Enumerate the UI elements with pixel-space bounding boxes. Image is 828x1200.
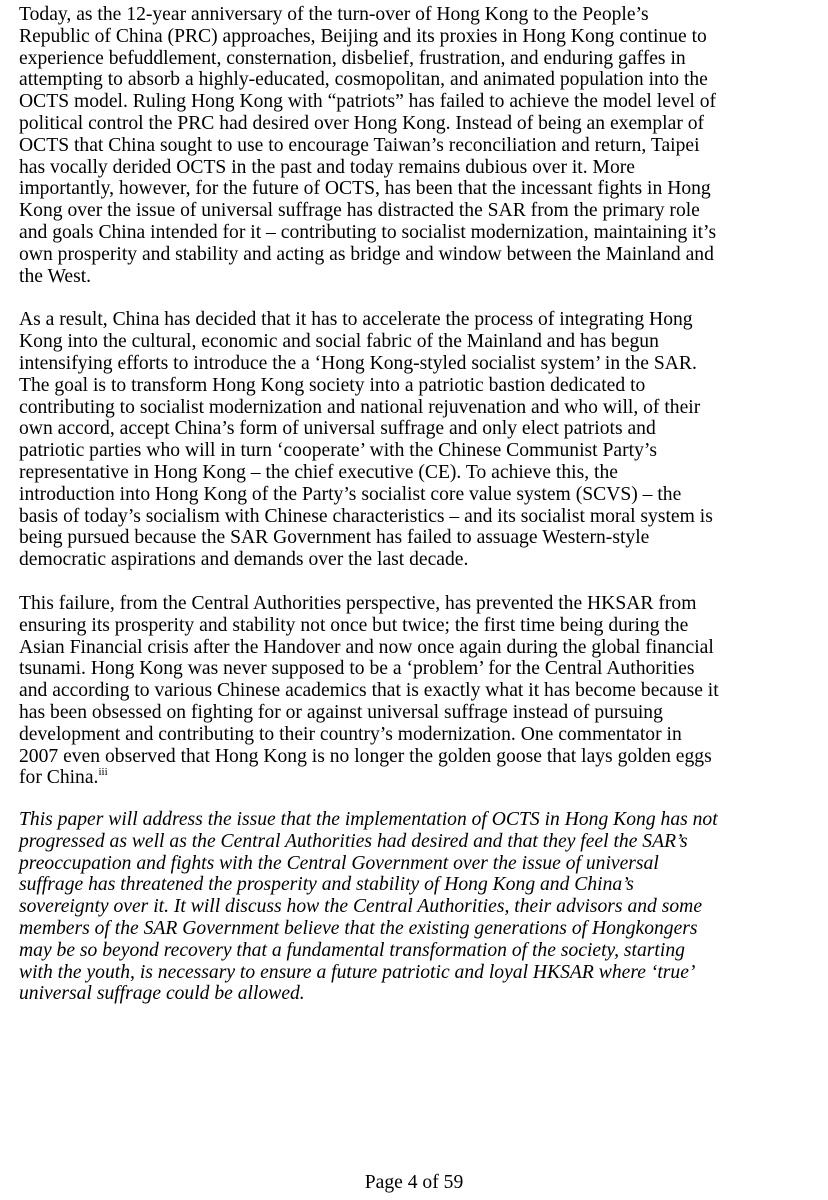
text-line: democratic aspirations and demands over the last decade. xyxy=(19,549,469,571)
text-line: Kong into the cultural, economic and social fabric of the Mainland and has begun xyxy=(19,331,659,353)
paragraph-anniversary xyxy=(19,4,819,287)
text-line: sovereignty over it. It will discuss how the Central Authorities, their advisors and some xyxy=(19,896,703,918)
text-line: has vocally derided OCTS in the past and today remains dubious over it. More xyxy=(19,156,635,178)
text-line: members of the SAR Government believe that the existing generations of Hongkongers xyxy=(19,918,698,940)
text-line: own accord, accept China’s form of universal suffrage and only elect patriots and xyxy=(19,418,656,440)
paragraph-failure xyxy=(19,593,819,789)
document-page xyxy=(19,4,819,1005)
text-line: As a result, China has decided that it has to accelerate the process of integrating Hong xyxy=(19,309,693,331)
text-line: Asian Financial crisis after the Handover and now once again during the global financial xyxy=(19,636,714,658)
text-line: with the youth, is necessary to ensure a future patriotic and loyal HKSAR where ‘true’ xyxy=(19,961,696,983)
text-line: OCTS that China sought to use to encourage Taiwan’s reconciliation and return, Taipei xyxy=(19,134,700,156)
text-line: and goals China intended for it – contributing to socialist modernization, maintaining it’s xyxy=(19,221,717,243)
text-line: development and contributing to their country’s modernization. One commentator in xyxy=(19,723,682,745)
text-line: basis of today’s socialism with Chinese characteristics – and its socialist moral system is xyxy=(19,505,713,527)
text-line: tsunami. Hong Kong was never supposed to be a ‘problem’ for the Central Authorities xyxy=(19,658,695,680)
text-line: Today, as the 12-year anniversary of the turn-over of Hong Kong to the People’s xyxy=(19,4,649,25)
paragraph-integration xyxy=(19,309,819,571)
text-line: The goal is to transform Hong Kong society into a patriotic bastion dedicated to xyxy=(19,374,646,396)
page-number-footer: Page 4 of 59 xyxy=(364,1172,464,1193)
text-line: Kong over the issue of universal suffrage has distracted the SAR from the primary role xyxy=(19,200,700,222)
text-line: This failure, from the Central Authorities perspective, has prevented the HKSAR from xyxy=(19,592,697,614)
text-line: intensifying efforts to introduce the a ‘Hong Kong-styled socialist system’ in the SAR. xyxy=(19,352,697,374)
endnote-marker[interactable]: iii xyxy=(98,765,108,778)
text-line: patriotic parties who will in turn ‘cooperate’ with the Chinese Communist Party’s xyxy=(19,440,657,462)
text-line: the West. xyxy=(19,265,92,287)
text-line: Republic of China (PRC) approaches, Beijing and its proxies in Hong Kong continue to xyxy=(19,25,707,47)
text-line: introduction into Hong Kong of the Party’s socialist core value system (SCVS) – the xyxy=(19,483,682,505)
text-line: universal suffrage could be allowed. xyxy=(19,983,305,1005)
text-line: may be so beyond recovery that a fundamental transformation of the society, starting xyxy=(19,939,685,961)
text-line: experience befuddlement, consternation, disbelief, frustration, and enduring gaffes in xyxy=(19,47,686,69)
text-line: for China. xyxy=(19,767,99,789)
text-line: being pursued because the SAR Government has failed to assuage Western-style xyxy=(19,527,650,549)
text-line: has been obsessed on fighting for or against universal suffrage instead of pursuing xyxy=(19,701,663,723)
text-line: OCTS model. Ruling Hong Kong with “patriots” has failed to achieve the model level of xyxy=(19,91,717,113)
text-line: importantly, however, for the future of OCTS, has been that the incessant fights in Hong xyxy=(19,178,711,200)
text-line: suffrage has threatened the prosperity and stability of Hong Kong and China’s xyxy=(19,874,634,896)
text-line: progressed as well as the Central Authorities had desired and that they feel the SAR’s xyxy=(19,830,688,852)
text-line: 2007 even observed that Hong Kong is no longer the golden goose that lays golden eggs xyxy=(19,745,712,767)
text-line: This paper will address the issue that the implementation of OCTS in Hong Kong has not xyxy=(19,809,718,831)
text-line: contributing to socialist modernization and national rejuvenation and who will, of their xyxy=(19,396,701,418)
text-line-with-endnote xyxy=(19,767,819,789)
text-line: own prosperity and stability and acting as bridge and window between the Mainland and xyxy=(19,243,714,265)
text-line: preoccupation and fights with the Central Government over the issue of universal xyxy=(19,852,659,874)
text-line: and according to various Chinese academics that is exactly what it has become because it xyxy=(19,680,719,702)
paragraph-paper-scope xyxy=(19,809,819,1005)
text-line: attempting to absorb a highly-educated, cosmopolitan, and animated population into the xyxy=(19,69,708,91)
text-line: political control the PRC had desired over Hong Kong. Instead of being an exemplar of xyxy=(19,112,705,134)
text-line: ensuring its prosperity and stability not once but twice; the first time being during the xyxy=(19,614,689,636)
text-line: representative in Hong Kong – the chief executive (CE). To achieve this, the xyxy=(19,461,618,483)
